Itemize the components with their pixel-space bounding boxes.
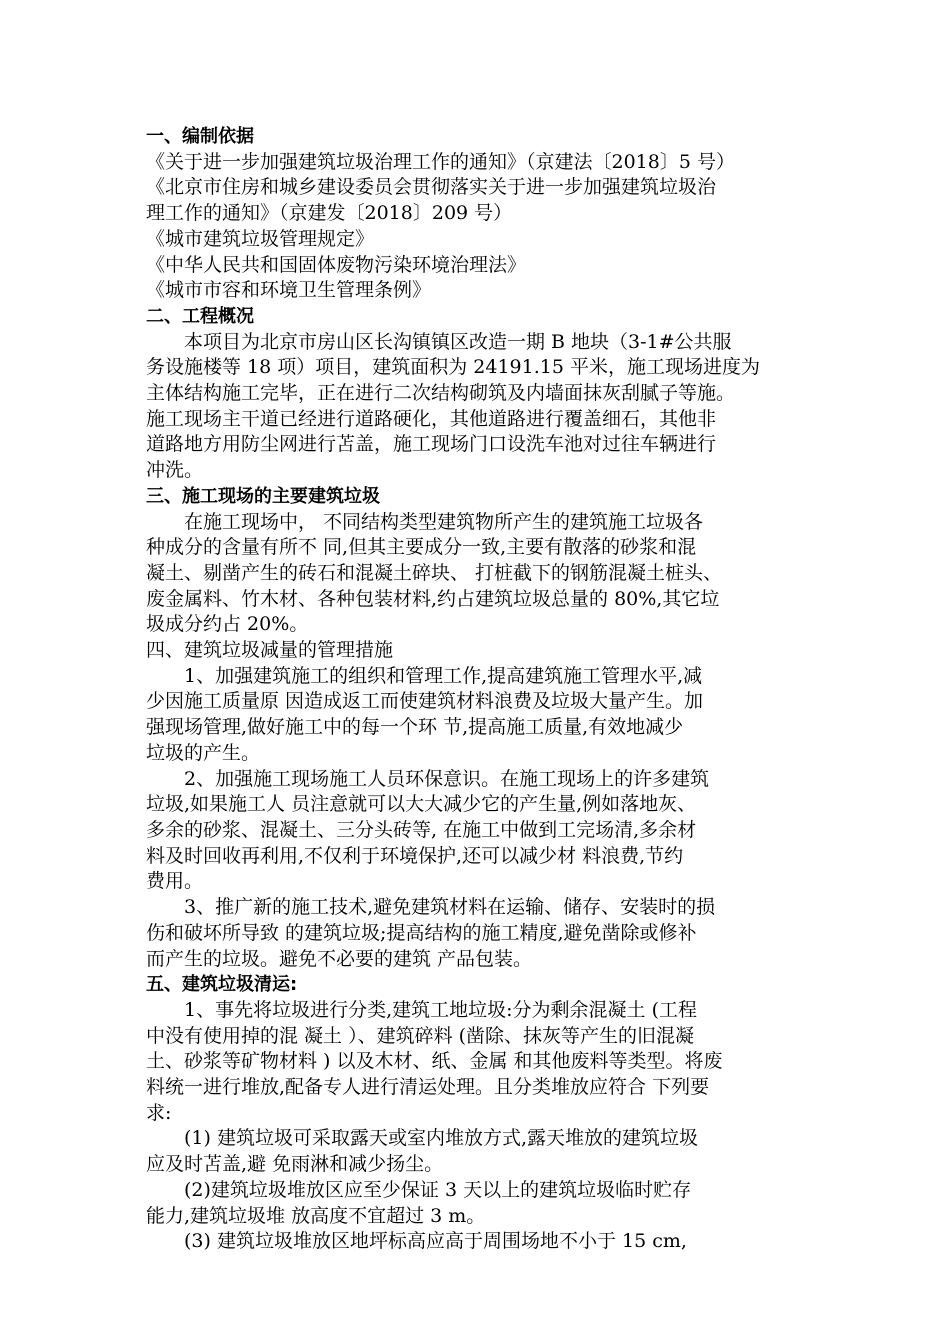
text-line: 强现场管理,做好施工中的每一个环 节,提高施工质量,有效地减少 bbox=[146, 716, 684, 739]
section-heading: 二、工程概况 bbox=[146, 305, 254, 327]
text-line: 理工作的通知》（京建发〔2018〕209 号） bbox=[146, 202, 513, 225]
text-line: 求: bbox=[146, 1101, 172, 1124]
text-line: 料及时回收再利用,不仅利于环境保护,还可以减少材 料浪费,节约 bbox=[146, 844, 684, 867]
text-line: (2)建筑垃圾堆放区应至少保证 3 天以上的建筑垃圾临时贮存 bbox=[184, 1178, 692, 1201]
text-line: 垃圾的产生。 bbox=[146, 741, 261, 764]
text-line: 《城市市容和环境卫生管理条例》 bbox=[146, 279, 432, 302]
text-line: 四、建筑垃圾减量的管理措施 bbox=[146, 639, 394, 662]
text-line: 圾成分约占 20%。 bbox=[146, 613, 309, 636]
text-line: 凝土、剔凿产生的砖石和混凝土碎块、 打桩截下的钢筋混凝土桩头、 bbox=[146, 561, 723, 584]
text-line: 料统一进行堆放,配备专人进行清运处理。且分类堆放应符合 下列要 bbox=[146, 1076, 710, 1099]
text-line: 垃圾,如果施工人 员注意就可以大大减少它的产生量,例如落地灰、 bbox=[146, 793, 697, 816]
text-line: 务设施楼等 18 项）项目，建筑面积为 24191.15 平米，施工现场进度为 bbox=[146, 356, 760, 379]
section-heading: 一、编制依据 bbox=[146, 126, 254, 147]
text-line: 在施工现场中， 不同结构类型建筑物所产生的建筑施工垃圾各 bbox=[184, 510, 704, 533]
text-line: 伤和破坏所导致 的建筑垃圾;提高结构的施工精度,避免凿除或修补 bbox=[146, 921, 697, 944]
text-line: 种成分的含量有所不 同,但其主要成分一致,主要有散落的砂浆和混 bbox=[146, 536, 697, 559]
text-line: 2、加强施工现场施工人员环保意识。在施工现场上的许多建筑 bbox=[184, 767, 710, 790]
section-heading: 五、建筑垃圾清运: bbox=[146, 974, 298, 996]
text-line: 土、砂浆等矿物材料 ) 以及木材、纸、金属 和其他废料等类型。将废 bbox=[146, 1050, 723, 1073]
text-line: 能力,建筑垃圾堆 放高度不宜超过 3 m。 bbox=[146, 1204, 486, 1227]
text-line: 1、加强建筑施工的组织和管理工作,提高建筑施工管理水平,减 bbox=[184, 664, 703, 687]
text-line: 《中华人民共和国固体废物污染环境治理法》 bbox=[146, 253, 527, 276]
text-line: 而产生的垃圾。避免不必要的建筑 产品包装。 bbox=[146, 947, 533, 970]
text-line: 本项目为北京市房山区长沟镇镇区改造一期 B 地块（3-1#公共服 bbox=[184, 330, 732, 353]
text-line: 中没有使用掉的混 凝土 ）、建筑碎料 (凿除、抹灰等产生的旧混凝 bbox=[146, 1024, 695, 1047]
text-line: 《关于进一步加强建筑垃圾治理工作的通知》（京建法〔2018〕5 号） bbox=[146, 150, 735, 173]
text-line: 多余的砂浆、混凝土、三分头砖等, 在施工中做到工完场清,多余材 bbox=[146, 818, 697, 841]
text-line: 费用。 bbox=[146, 870, 204, 893]
text-line: 废金属料、竹木材、各种包装材料,约占建筑垃圾总量的 80%,其它垃 bbox=[146, 587, 720, 610]
text-line: 道路地方用防尘网进行苫盖，施工现场门口设洗车池对过往车辆进行 bbox=[146, 433, 717, 456]
text-line: 3、推广新的施工技术,避免建筑材料在运输、储存、安装时的损 bbox=[184, 896, 716, 919]
text-line: 1、事先将垃圾进行分类,建筑工地垃圾:分为剩余混凝土 (工程 bbox=[184, 998, 697, 1021]
text-line: 少因施工质量原 因造成返工而使建筑材料浪费及垃圾大量产生。加 bbox=[146, 690, 704, 713]
text-line: 应及时苫盖,避 免雨淋和减少扬尘。 bbox=[146, 1153, 444, 1176]
text-line: (3) 建筑垃圾堆放区地坪标高应高于周围场地不小于 15 cm, bbox=[184, 1230, 687, 1253]
text-line: 《城市建筑垃圾管理规定》 bbox=[146, 227, 375, 250]
text-line: 冲洗。 bbox=[146, 459, 204, 482]
text-line: 施工现场主干道已经进行道路硬化，其他道路进行覆盖细石，其他非 bbox=[146, 407, 717, 430]
text-line: 《北京市住房和城乡建设委员会贯彻落实关于进一步加强建筑垃圾治 bbox=[146, 176, 717, 199]
document-body bbox=[146, 124, 812, 1255]
text-line: (1) 建筑垃圾可采取露天或室内堆放方式,露天堆放的建筑垃圾 bbox=[184, 1127, 698, 1150]
text-line: 主体结构施工完毕，正在进行二次结构砌筑及内墙面抹灰刮腻子等施。 bbox=[146, 382, 736, 405]
section-heading: 三、施工现场的主要建筑垃圾 bbox=[146, 485, 380, 507]
